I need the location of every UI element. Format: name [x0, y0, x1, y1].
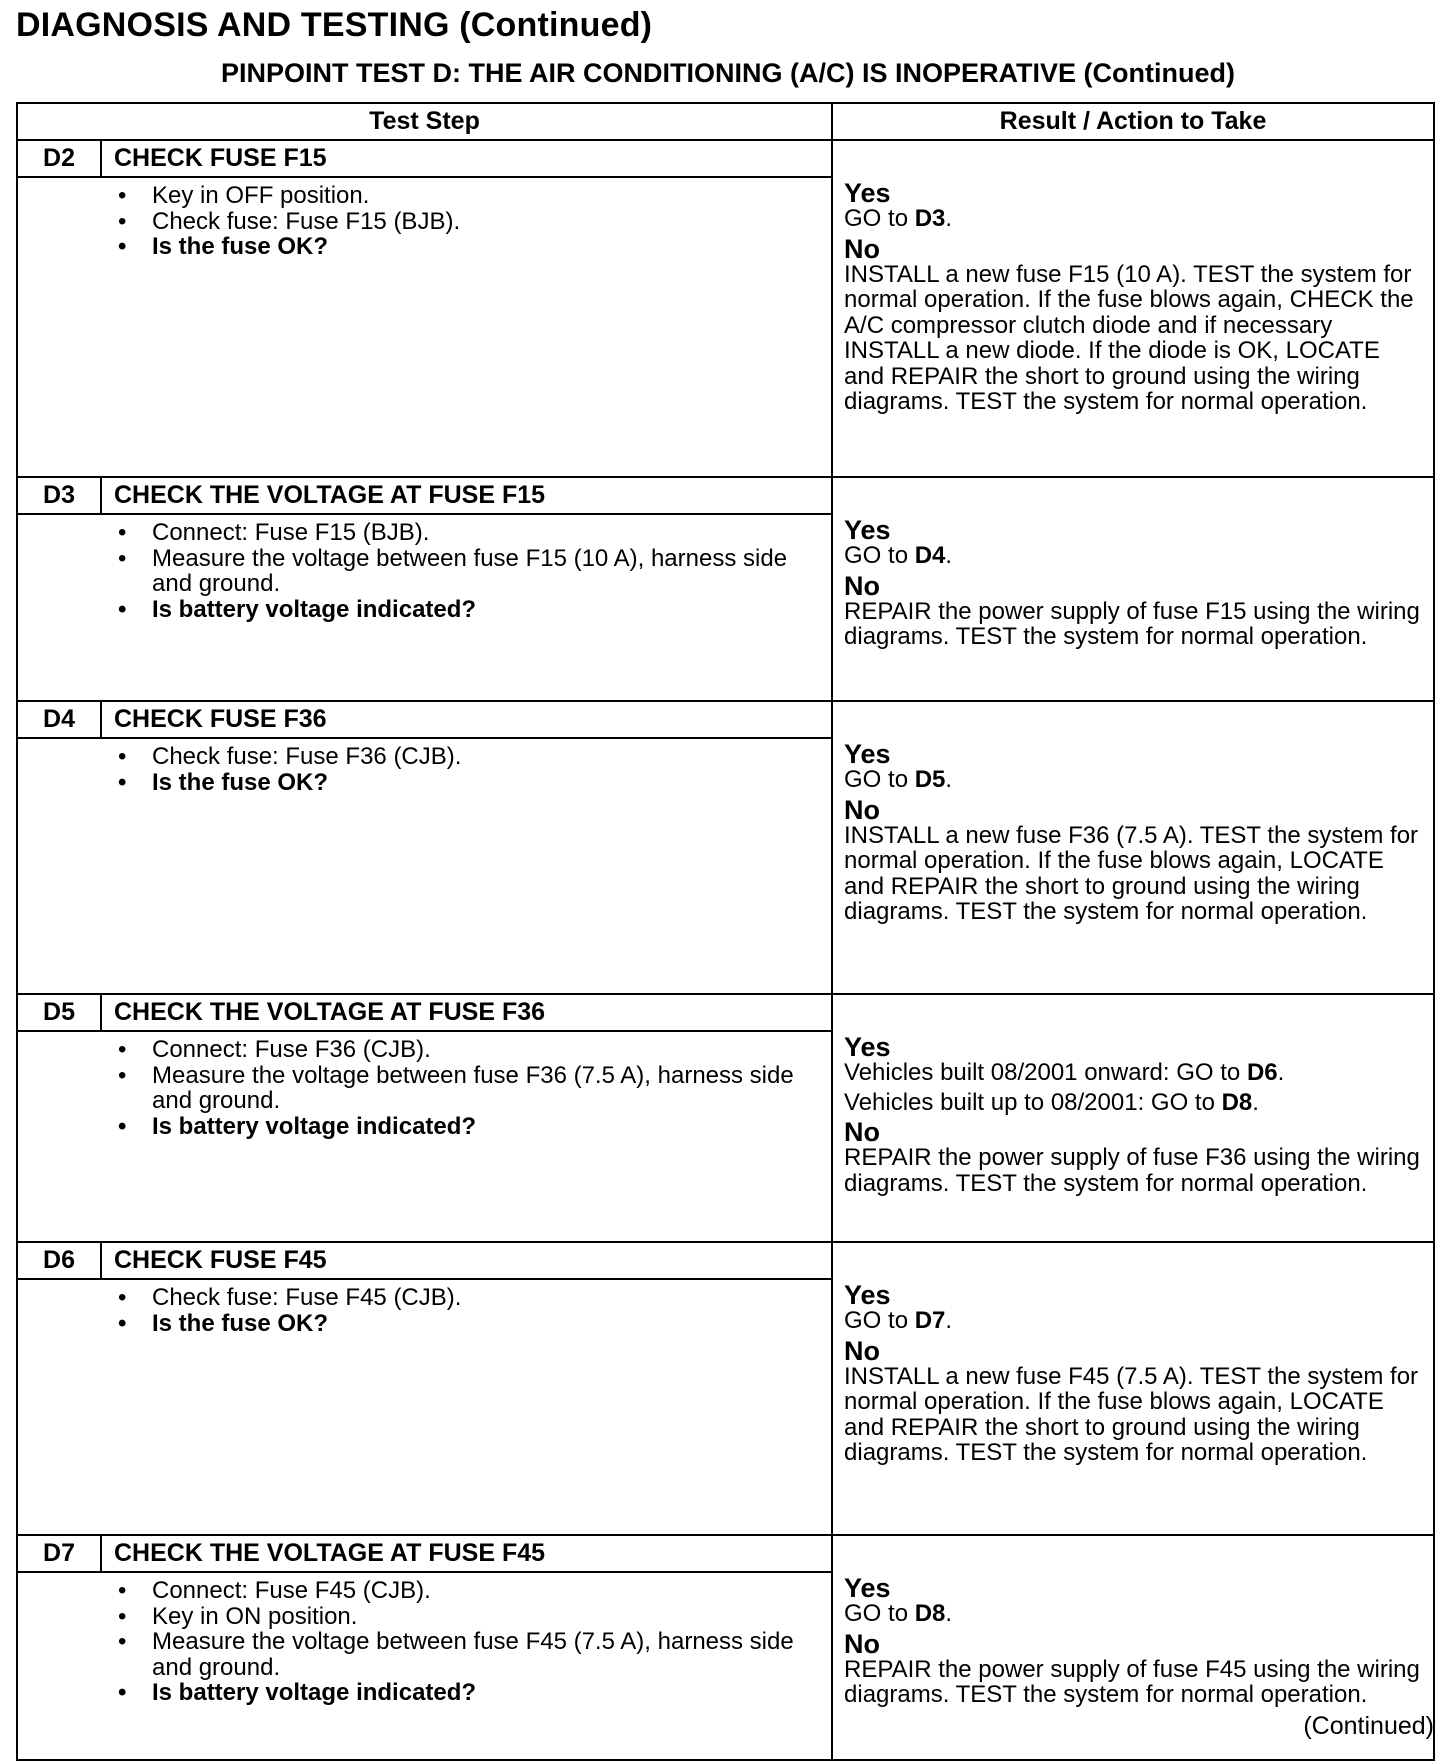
goto-step-link[interactable]: D8 [1221, 1088, 1253, 1116]
test-step-header-row [17, 994, 1434, 1031]
no-label: No [844, 1335, 881, 1366]
test-step-header-row [17, 1242, 1434, 1279]
yes-action: GO to D3. [844, 205, 953, 232]
step-id: D6 [17, 1242, 101, 1279]
goto-step-link[interactable]: D4 [914, 542, 946, 569]
no-action: REPAIR the power supply of fuse F15 using the wiring diagrams. TEST the system for normal operation. [844, 597, 1420, 650]
yes-action: Vehicles built 08/2001 onward: GO to D6. [844, 1059, 1285, 1086]
step-item: • Connect: Fuse F45 (CJB). [118, 1578, 831, 1604]
goto-step-link[interactable]: D6 [1246, 1059, 1278, 1086]
step-question: • Is the fuse OK? [118, 1311, 831, 1337]
yes-label: Yes [844, 1280, 891, 1310]
pinpoint-test-table [16, 102, 1435, 1761]
test-steps-body [17, 140, 1434, 1760]
step-instructions [17, 514, 832, 701]
yes-action: GO to D7. [844, 1307, 953, 1334]
goto-step-link[interactable]: D7 [914, 1307, 946, 1334]
yes-label: Yes [844, 739, 891, 769]
step-title: CHECK THE VOLTAGE AT FUSE F45 [101, 1535, 832, 1572]
yes-label: Yes [844, 515, 891, 545]
step-id: D4 [17, 701, 101, 738]
test-step-header-row [17, 140, 1434, 177]
result-action-cell [832, 477, 1434, 701]
goto-step-link[interactable]: D3 [914, 205, 946, 232]
result-action-cell [832, 1242, 1434, 1535]
step-title: CHECK FUSE F15 [101, 140, 832, 177]
step-item: • Measure the voltage between fuse F15 (10 A), harness side and ground. [118, 546, 831, 597]
step-item: • Key in ON position. [118, 1604, 831, 1630]
step-item: • Measure the voltage between fuse F45 (7.5 A), harness side and ground. [118, 1629, 831, 1680]
step-item: • Measure the voltage between fuse F36 (7.5 A), harness side and ground. [118, 1063, 831, 1114]
no-label: No [844, 233, 881, 264]
step-item: • Connect: Fuse F36 (CJB). [118, 1037, 831, 1063]
yes-label: Yes [844, 1032, 891, 1062]
goto-step-link[interactable]: D8 [914, 1600, 946, 1627]
no-action: INSTALL a new fuse F45 (7.5 A). TEST the system for normal operation. If the fuse blows again, LOCATE and REPAIR the short to ground using the wiring diagrams. TEST the system for normal operation. [844, 1362, 1419, 1466]
step-instructions [17, 1031, 832, 1242]
page-title: DIAGNOSIS AND TESTING (Continued) [16, 6, 653, 44]
step-item: • Key in OFF position. [118, 183, 831, 209]
step-id: D7 [17, 1535, 101, 1572]
yes-action: GO to D5. [844, 766, 953, 793]
pinpoint-test-title: PINPOINT TEST D: THE AIR CONDITIONING (A/C) IS INOPERATIVE (Continued) [221, 58, 1235, 88]
step-item: • Check fuse: Fuse F36 (CJB). [118, 744, 831, 770]
goto-step-link[interactable]: D5 [914, 766, 946, 793]
step-item: • Check fuse: Fuse F45 (CJB). [118, 1285, 831, 1311]
test-step-header-row [17, 1535, 1434, 1572]
step-title: CHECK THE VOLTAGE AT FUSE F36 [101, 994, 832, 1031]
yes-action: GO to D8. [844, 1600, 953, 1627]
step-id: D2 [17, 140, 101, 177]
no-label: No [844, 570, 881, 601]
no-action: INSTALL a new fuse F36 (7.5 A). TEST the system for normal operation. If the fuse blows again, LOCATE and REPAIR the short to ground using the wiring diagrams. TEST the system for normal operation. [844, 821, 1419, 925]
step-question: • Is battery voltage indicated? [118, 597, 831, 623]
test-step-header-row [17, 477, 1434, 514]
step-id: D3 [17, 477, 101, 514]
result-action-cell [832, 994, 1434, 1242]
column-header-result: Result / Action to Take [832, 103, 1434, 140]
step-item: • Check fuse: Fuse F15 (BJB). [118, 209, 831, 235]
step-instructions [17, 1572, 832, 1760]
step-question: • Is battery voltage indicated? [118, 1114, 831, 1140]
step-id: D5 [17, 994, 101, 1031]
continued-note: (Continued) [1303, 1712, 1434, 1740]
step-title: CHECK THE VOLTAGE AT FUSE F15 [101, 477, 832, 514]
yes-label: Yes [844, 178, 891, 208]
step-title: CHECK FUSE F36 [101, 701, 832, 738]
yes-action: GO to D4. [844, 542, 953, 569]
step-question: • Is the fuse OK? [118, 770, 831, 796]
no-label: No [844, 1117, 881, 1147]
no-action: REPAIR the power supply of fuse F36 using the wiring diagrams. TEST the system for normal operation. [844, 1144, 1420, 1197]
yes-action-alt: Vehicles built up to 08/2001: GO to D8. [844, 1088, 1259, 1116]
result-action-cell [832, 701, 1434, 994]
no-label: No [844, 794, 881, 825]
step-question: • Is the fuse OK? [118, 234, 831, 260]
no-action: REPAIR the power supply of fuse F45 using the wiring diagrams. TEST the system for normal operation. [844, 1655, 1420, 1708]
test-step-header-row [17, 701, 1434, 738]
yes-label: Yes [844, 1573, 891, 1603]
step-item: • Connect: Fuse F15 (BJB). [118, 520, 831, 546]
result-action-cell [832, 140, 1434, 477]
step-instructions [17, 177, 832, 477]
step-instructions [17, 738, 832, 994]
step-title: CHECK FUSE F45 [101, 1242, 832, 1279]
column-header-test-step: Test Step [17, 103, 832, 140]
step-question: • Is battery voltage indicated? [118, 1680, 831, 1706]
step-instructions [17, 1279, 832, 1535]
no-action: INSTALL a new fuse F15 (10 A). TEST the system for normal operation. If the fuse blows again, CHECK the A/C compressor clutch diode and if necessary INSTALL a new diode. If the diode is OK, LOCATE and REPAIR the short to ground using the wiring diagrams. TEST the system for normal operation. [844, 260, 1414, 415]
no-label: No [844, 1628, 881, 1659]
